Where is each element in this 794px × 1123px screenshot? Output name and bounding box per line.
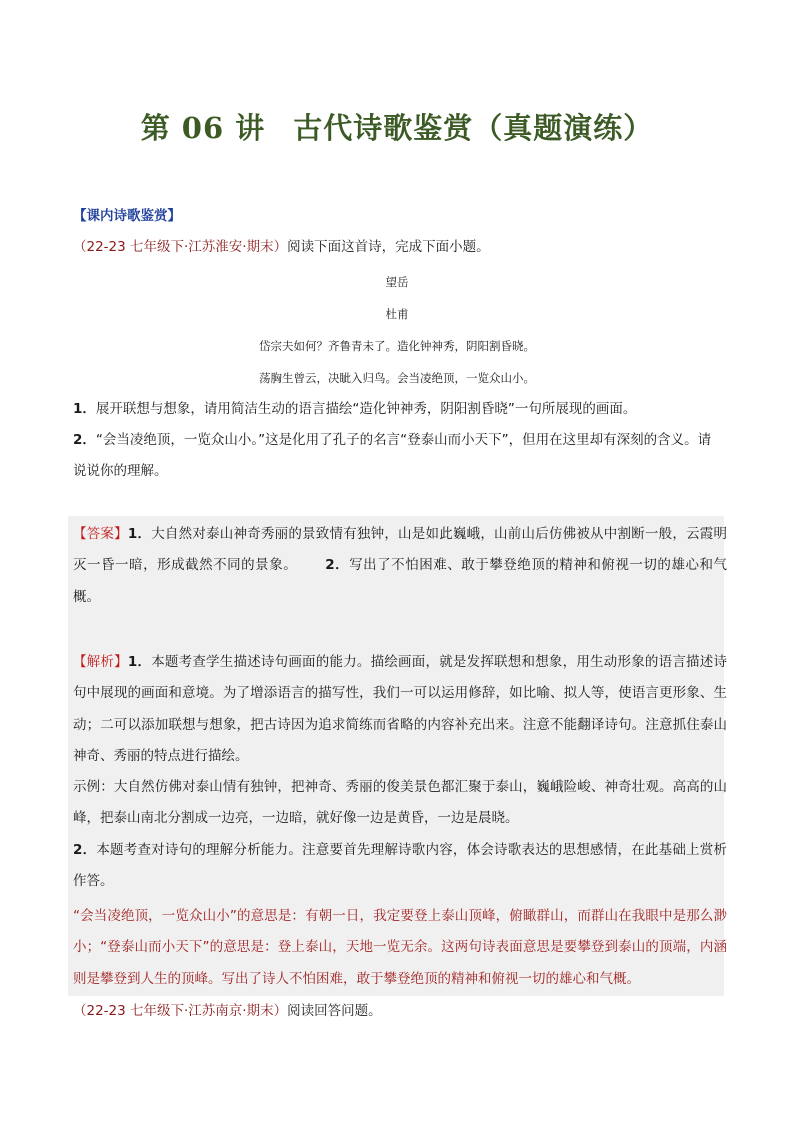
question-1-text: 展开联想与想象，请用简洁生动的语言描绘“造化钟神秀，阴阳割昏晓”一句所展现的画面。 [95,401,637,417]
question-2-number: 2． [73,432,96,448]
answer-1-text: 大自然对泰山神奇秀丽的景致情有独钟，山是如此巍峨，山前山后仿佛被从中割断一般，云霞明灭一昏一暗，形成截然不同的景象。 [73,526,727,574]
analysis-1-text: 本题考查学生描述诗句画面的能力。描绘画面，就是发挥联想和想象，用生动形象的语言描述诗句中展现的画面和意境。为了增添语言的描写性，我们一可以运用修辞，如比喻、拟人等，使语言更形象、生动；二可以添加联想与想象，把古诗因为追求简练而省略的内容补充出来。注意不能翻译诗句。注意抓住泰山神奇、秀丽的特点进行描绘。 [73,654,727,764]
page-title [0,106,794,147]
question-2-text: “会当凌绝顶，一览众山小。”这是化用了孔子的名言“登泰山而小天下”，但用在这里却有深刻的含义。请说说你的理解。 [73,432,712,479]
lecture-topic: 古代诗歌鉴赏（真题演练） [293,111,654,145]
analysis-example: 示例：大自然仿佛对泰山情有独钟，把神奇、秀丽的俊美景色都汇聚于泰山，巍峨险峻、神奇壮观。高高的山峰，把泰山南北分割成一边亮，一边暗，就好像一边是黄昏，一边是晨晓。 [73,779,727,827]
source-tag-2: （22-23 七年级下·江苏南京·期末） [73,1003,288,1019]
poem-line-2: 荡胸生曾云，决眦入归鸟。会当凌绝顶，一览众山小。 [259,371,535,385]
answer-block [73,519,727,613]
section-heading: 【课内诗歌鉴赏】 [73,208,181,224]
question-1-number: 1． [73,401,96,417]
analysis-point-2 [73,835,727,898]
answer-tag: 【答案】 [73,526,128,542]
question-intro-2 [73,1002,382,1020]
answer-2-text: 写出了不怕困难、敢于攀登绝顶的精神和俯视一切的雄心和气概。 [73,557,727,605]
answer-2-number: 2． [325,557,350,574]
poem-title: 望岳 [385,275,409,289]
intro-text-2: 阅读回答问题。 [287,1003,382,1019]
answer-1-number: 1． [127,526,152,542]
analysis-1-number: 1． [127,654,152,670]
poem-line-1: 岱宗夫如何？齐鲁青未了。造化钟神秀，阴阳割昏晓。 [259,339,535,353]
analysis-tag: 【解析】 [73,654,128,670]
analysis-2-text: 本题考查对诗句的理解分析能力。注意要首先理解诗歌内容，体会诗歌表达的思想感情，在此基础上赏析作答。 [73,842,727,890]
question-intro-1 [73,238,490,256]
lecture-number: 第 06 讲 [140,111,266,145]
question-1 [73,394,723,425]
poem-author: 杜甫 [385,307,409,321]
analysis-point-3: “会当凌绝顶，一览众山小”的意思是：有朝一日，我定要登上泰山顶峰，俯瞰群山，而群山在我眼中是那么渺小；“登泰山而小天下”的意思是：登上泰山，天地一览无余。这两句诗表面意思是要攀登到泰山的顶端，内涵则是攀登到人生的顶峰。写出了诗人不怕困难，敢于攀登绝顶的精神和俯视一切的雄心和气概。 [73,908,727,987]
intro-text-1: 阅读下面这首诗，完成下面小题。 [287,239,490,255]
source-tag-1: （22-23 七年级下·江苏淮安·期末） [73,239,288,255]
question-2 [73,425,723,487]
analysis-2-number: 2． [73,842,97,858]
analysis-point-1 [73,647,727,772]
